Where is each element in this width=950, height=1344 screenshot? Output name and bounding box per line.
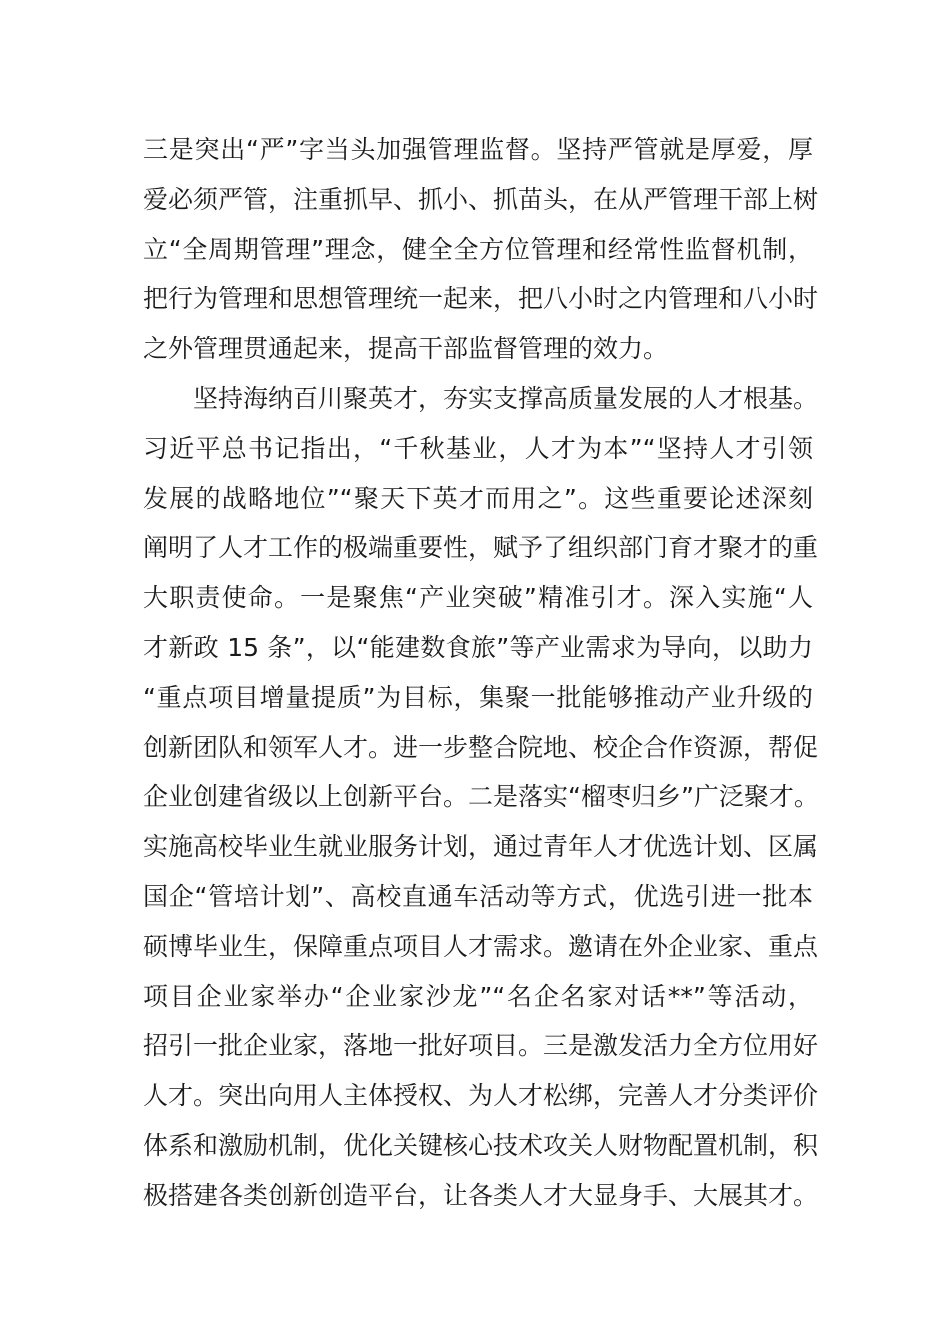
text-line: 人才。突出向用人主体授权、为人才松绑，完善人才分类评价 — [143, 1081, 819, 1111]
text-line: “重点项目增量提质”为目标，集聚一批能够推动产业升级的 — [143, 682, 813, 712]
text-line: 项目企业家举办“企业家沙龙”“名企名家对话**”等活动， — [143, 981, 813, 1011]
text-line: 极搭建各类创新创造平台，让各类人才大显身手、大展其才。 — [143, 1180, 819, 1210]
text-line: 阐明了人才工作的极端重要性，赋予了组织部门育才聚才的重 — [143, 533, 819, 563]
paragraph-talent-gathering — [143, 374, 819, 1221]
text-line: 之外管理贯通起来，提高干部监督管理的效力。 — [143, 334, 669, 364]
text-line: 体系和激励机制，优化关键核心技术攻关人财物配置机制，积 — [143, 1130, 819, 1160]
text-line: 习近平总书记指出，“千秋基业，人才为本”“坚持人才引领 — [143, 433, 813, 463]
text-line: 实施高校毕业生就业服务计划，通过青年人才优选计划、区属 — [143, 832, 819, 862]
paragraph-management-supervision — [143, 125, 819, 374]
text-line: 国企“管培计划”、高校直通车活动等方式，优选引进一批本 — [143, 881, 813, 911]
text-line: 企业创建省级以上创新平台。二是落实“榴枣归乡”广泛聚才。 — [143, 782, 819, 812]
text-line: 才新政 15 条”，以“能建数食旅”等产业需求为导向，以助力 — [143, 632, 813, 662]
text-line: 硕博毕业生，保障重点项目人才需求。邀请在外企业家、重点 — [143, 931, 819, 961]
text-line: 发展的战略地位”“聚天下英才而用之”。这些重要论述深刻 — [143, 483, 813, 513]
document-body — [143, 125, 819, 1221]
text-line: 把行为管理和思想管理统一起来，把八小时之内管理和八小时 — [143, 284, 819, 314]
text-line: 创新团队和领军人才。进一步整合院地、校企合作资源，帮促 — [143, 732, 819, 762]
text-line: 爱必须严管，注重抓早、抓小、抓苗头，在从严管理干部上树 — [143, 184, 819, 214]
text-line: 坚持海纳百川聚英才，夯实支撑高质量发展的人才根基。 — [193, 383, 819, 413]
text-line: 大职责使命。一是聚焦“产业突破”精准引才。深入实施“人 — [143, 583, 813, 613]
text-line: 招引一批企业家，落地一批好项目。三是激发活力全方位用好 — [143, 1031, 819, 1061]
text-line: 三是突出“严”字当头加强管理监督。坚持严管就是厚爱，厚 — [143, 135, 813, 164]
text-line: 立“全周期管理”理念，健全全方位管理和经常性监督机制， — [143, 234, 813, 264]
